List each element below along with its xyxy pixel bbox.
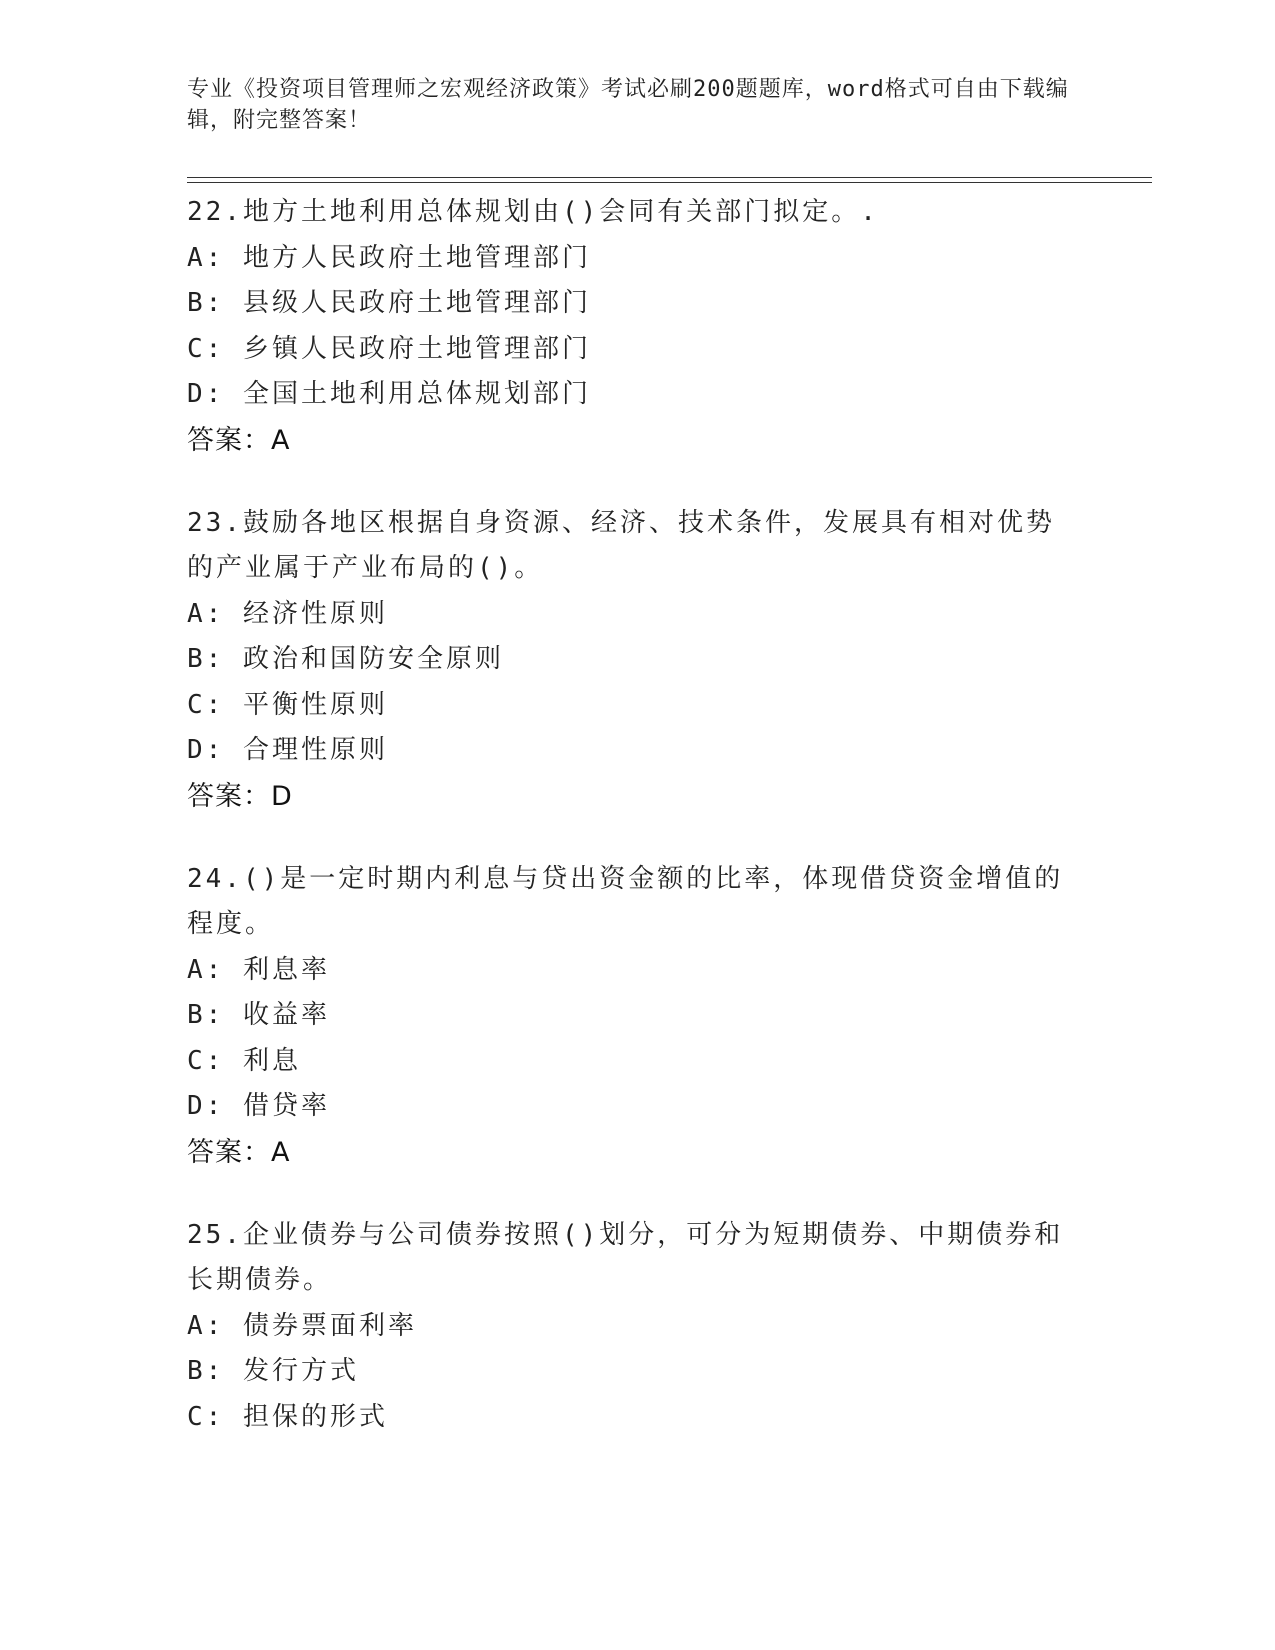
question-stem: 23.鼓励各地区根据自身资源、经济、技术条件，发展具有相对优势的产业属于产业布局的()。 (187, 507, 1055, 583)
option-c: C: 利息 (187, 1045, 301, 1076)
option-a: A: 债券票面利率 (187, 1310, 417, 1341)
option-a: A: 经济性原则 (187, 598, 388, 629)
answer-line: 答案：D (187, 780, 293, 812)
option-c: C: 担保的形式 (187, 1401, 388, 1432)
header-rule-bottom (187, 182, 1152, 183)
question-list (187, 190, 1077, 1477)
document-header: 专业《投资项目管理师之宏观经济政策》考试必刷200题题库，word格式可自由下载编辑，附完整答案！ (187, 77, 1069, 133)
question-24 (187, 857, 1077, 1176)
header-rule-top (187, 177, 1152, 178)
option-b: B: 发行方式 (187, 1356, 359, 1386)
answer-line: 答案：A (187, 424, 291, 456)
answer-line: 答案：A (187, 1136, 291, 1168)
option-a: A: 利息率 (187, 954, 330, 985)
question-25 (187, 1213, 1077, 1441)
option-b: B: 政治和国防安全原则 (187, 644, 504, 674)
question-23 (187, 501, 1077, 820)
question-22 (187, 190, 1077, 464)
option-c: C: 乡镇人民政府土地管理部门 (187, 333, 591, 364)
question-stem: 22.地方土地利用总体规划由()会同有关部门拟定。. (187, 197, 879, 227)
option-a: A: 地方人民政府土地管理部门 (187, 242, 591, 273)
option-c: C: 平衡性原则 (187, 689, 388, 720)
question-stem: 25.企业债券与公司债券按照()划分，可分为短期债券、中期债券和长期债券。 (187, 1219, 1064, 1295)
option-d: D: 全国土地利用总体规划部门 (187, 379, 591, 409)
option-b: B: 收益率 (187, 1000, 330, 1030)
option-b: B: 县级人民政府土地管理部门 (187, 288, 591, 318)
option-d: D: 借贷率 (187, 1091, 330, 1121)
option-d: D: 合理性原则 (187, 735, 388, 765)
question-stem: 24.()是一定时期内利息与贷出资金额的比率，体现借贷资金增值的程度。 (187, 863, 1064, 939)
